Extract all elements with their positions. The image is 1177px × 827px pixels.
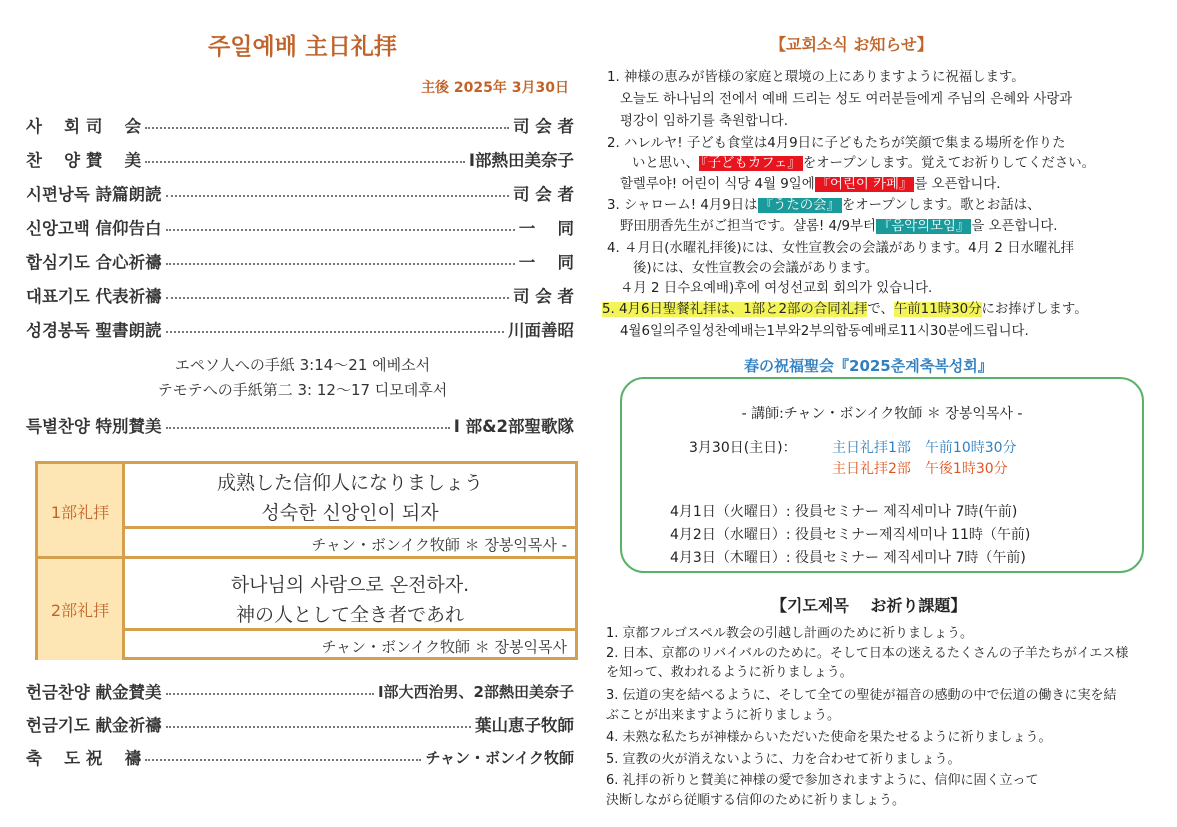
seminar-day-3: 4月3日（木曜日）: 役員セミナー 제직세미나 7時（午前) — [670, 550, 1026, 566]
service1-pastor: チャン・ボンイク牧師 ＊ 장봉익목사 - — [311, 536, 567, 554]
order-value: 司 会 者 — [513, 117, 574, 136]
order-label: 합심기도 合心祈禱 — [26, 253, 162, 272]
order-label: 시편낭독 詩篇朗読 — [26, 185, 162, 204]
news-text: 野田朋香先生がご担当です。샬롬! 4/9부터 — [620, 219, 876, 234]
music-meeting-highlight: 『음악의모임』 — [877, 219, 970, 234]
leader-dots — [166, 229, 515, 231]
news-item-1-line: 평강이 임하기를 축원합니다. — [620, 114, 788, 129]
leader-dots — [166, 693, 374, 695]
order-row-unison-prayer — [26, 248, 574, 274]
news-item-3-line — [620, 215, 1058, 234]
order-value: 葉山恵子牧師 — [475, 716, 574, 735]
news-item-2: 2. ハレルヤ! 子ども食堂は4月9日に子どもたちが笑顔で集まる場所を作りた — [607, 136, 1066, 151]
news-item-2-line — [620, 173, 1001, 192]
service2-sermon-title-ko: 하나님의 사람으로 온전하자. — [230, 574, 470, 596]
sermon-box — [35, 461, 578, 660]
news-item-1: 1. 神様の恵みが皆様の家庭と環境の上にありますように祝福します。 — [607, 70, 1025, 85]
time-highlight: 午前11時30分 — [893, 302, 982, 317]
service1-sermon-title-ko: 성숙한 신앙인이 되자 — [261, 502, 439, 524]
order-row-psalm — [26, 180, 574, 206]
order-row-offering-praise — [26, 678, 574, 704]
order-value: Ⅰ部大西治男、2部熱田美奈子 — [377, 682, 574, 701]
prayer-item: 2. 日本、京都のリバイバルのために。そして日本の迷えるたくさんの子羊たちがイエス様 — [606, 646, 1129, 661]
news-item-4-line: 後)には、女性宣教会の会議があります。 — [633, 261, 879, 276]
service2-label: 2部礼拝 — [38, 559, 125, 660]
joint-service-highlight: 5. 4月6日聖餐礼拝は、1部と2部の合同礼拝 — [602, 302, 868, 317]
order-row-praise — [26, 146, 574, 172]
news-text: にお捧げします。 — [981, 302, 1088, 317]
news-item-3 — [607, 194, 1041, 213]
order-value: Ⅰ 部&2部聖歌隊 — [453, 417, 574, 436]
seminar-day-1: 4月1日（火曜日）: 役員セミナー 제직세미나 7時(午前) — [670, 504, 1018, 520]
news-text: 할렐루야! 어린이 식당 4월 9일에 — [620, 177, 815, 192]
order-value: 一 同 — [518, 253, 574, 272]
order-label: 대표기도 代表祈禱 — [26, 287, 162, 306]
leader-dots — [166, 263, 515, 265]
prayer-item: を知って、救われるように祈りましょう。 — [606, 665, 853, 680]
order-value: 司 会 者 — [513, 185, 574, 204]
leader-dots — [145, 759, 421, 761]
order-row-representative-prayer — [26, 282, 574, 308]
service2-sermon-title-ja: 神の人として全き者であれ — [235, 604, 464, 626]
order-row-special-praise — [26, 412, 574, 438]
song-meeting-highlight: 『うたの会』 — [759, 198, 840, 213]
news-text: 을 오픈합니다. — [971, 219, 1058, 234]
order-row-benediction — [26, 744, 574, 770]
news-text: で、 — [867, 302, 894, 317]
order-value: Ⅰ部熱田美奈子 — [468, 151, 574, 170]
order-row-offering-prayer — [26, 711, 574, 737]
order-row-creed — [26, 214, 574, 240]
leader-dots — [166, 331, 504, 333]
news-item-5 — [602, 298, 1088, 317]
news-text: 3. シャローム! 4月9日は — [607, 198, 758, 213]
divider — [125, 526, 575, 529]
news-item-4-line: ４月 2 日수요예배)후에 여성선교회 회의가 있습니다. — [620, 281, 933, 296]
news-text: いと思い、 — [632, 156, 699, 171]
order-label: 찬 양 賛 美 — [26, 151, 142, 170]
leader-dots — [145, 161, 465, 163]
prayer-item: ぶことが出来ますように祈りましょう。 — [606, 708, 841, 723]
news-item-2-line — [632, 152, 1095, 171]
order-label: 신앙고백 信仰告白 — [26, 219, 162, 238]
page-title: 주일예배 主日礼拝 — [208, 34, 397, 60]
news-text: をオープンします。覚えてお祈りしてください。 — [802, 156, 1096, 171]
prayer-heading: 【기도제목 お祈り課題】 — [771, 596, 967, 615]
news-item-1-line: 오늘도 하나님의 전에서 예배 드리는 성도 여러분들에게 주님의 은혜와 사랑과 — [620, 92, 1073, 107]
news-item-5-line: 4월6일의주일성찬예배는1부와2부의합동예배로11시30분에드립니다. — [620, 324, 1029, 339]
prayer-item: 5. 宣教の火が消えないように、力を合わせて祈りましょう。 — [606, 752, 961, 767]
kids-cafe-highlight-ko: 『어린이 카페』 — [816, 177, 913, 192]
revival-date-sunday: 3月30日(主日)： — [689, 440, 797, 456]
leader-dots — [145, 127, 509, 129]
seminar-day-2: 4月2日（水曜日）: 役員セミナー제직세미나 11時（午前) — [670, 527, 1031, 543]
order-value: 川面善昭 — [508, 321, 574, 340]
revival-service-1: 主日礼拝1部 午前10時30分 — [832, 440, 1017, 456]
leader-dots — [166, 297, 509, 299]
revival-heading: 春の祝福聖会『2025춘계축복성회』 — [744, 357, 993, 375]
prayer-item: 4. 未熟な私たちが神様からいただいた使命を果たせるように祈りましょう。 — [606, 730, 1052, 745]
revival-service-2: 主日礼拝2部 午後1時30分 — [832, 461, 1008, 477]
order-label: 헌금기도 献金祈禱 — [26, 716, 162, 735]
service-date: 主後 2025年 3月30日 — [421, 80, 569, 96]
order-row-presider — [26, 112, 574, 138]
service1-label: 1部礼拝 — [38, 464, 125, 559]
service1-sermon-title-ja: 成熟した信仰人になりましょう — [216, 472, 483, 494]
leader-dots — [166, 427, 450, 429]
leader-dots — [166, 726, 471, 728]
order-value: チャン・ボンイク牧師 — [425, 748, 574, 767]
order-label: 성경봉독 聖書朗読 — [26, 321, 162, 340]
news-text: をオープンします。歌とお話は、 — [841, 198, 1041, 213]
order-label: 특별찬양 特別賛美 — [26, 417, 162, 436]
prayer-item: 3. 伝道の実を結べるように、そして全ての聖徒が福音の感動の中で伝道の働きに実を結 — [606, 688, 1117, 703]
order-label: 사 회 司 会 — [26, 117, 142, 136]
kids-cafe-highlight: 『子どもカフェ』 — [700, 156, 801, 171]
leader-dots — [166, 195, 509, 197]
revival-speaker: - 講師:チャン・ボンイク牧師 ＊ 장봉익목사 - — [741, 406, 1023, 422]
scripture-ephesians: エペソ人への手紙 3:14～21 에베소서 — [174, 356, 431, 374]
news-item-4: 4. ４月日(水曜礼拝後)には、女性宣教会の会議があります。4月 2 日水曜礼拝 — [607, 241, 1075, 256]
order-value: 司 会 者 — [513, 287, 574, 306]
prayer-item: 決断しながら従順する信仰のために祈りましょう。 — [606, 793, 906, 808]
news-text: 를 오픈합니다. — [914, 177, 1001, 192]
service2-pastor: チャン・ボンイク牧師 ＊ 장봉익목사 — [321, 638, 567, 656]
order-label: 헌금찬양 献金賛美 — [26, 683, 162, 702]
prayer-item: 6. 礼拝の祈りと賛美に神様の愛で参加されますように、信仰に固く立って — [606, 773, 1039, 788]
news-heading: 【교회소식 お知らせ】 — [770, 35, 933, 54]
scripture-timothy: テモテへの手紙第二 3: 12～17 디모데후서 — [157, 381, 448, 399]
divider — [125, 628, 575, 631]
prayer-item: 1. 京都フルゴスペル教会の引越し計画のために祈りましょう。 — [606, 626, 974, 641]
order-label: 축 도 祝 禱 — [26, 749, 142, 768]
order-value: 一 同 — [518, 219, 574, 238]
order-row-scripture-reading — [26, 316, 574, 342]
